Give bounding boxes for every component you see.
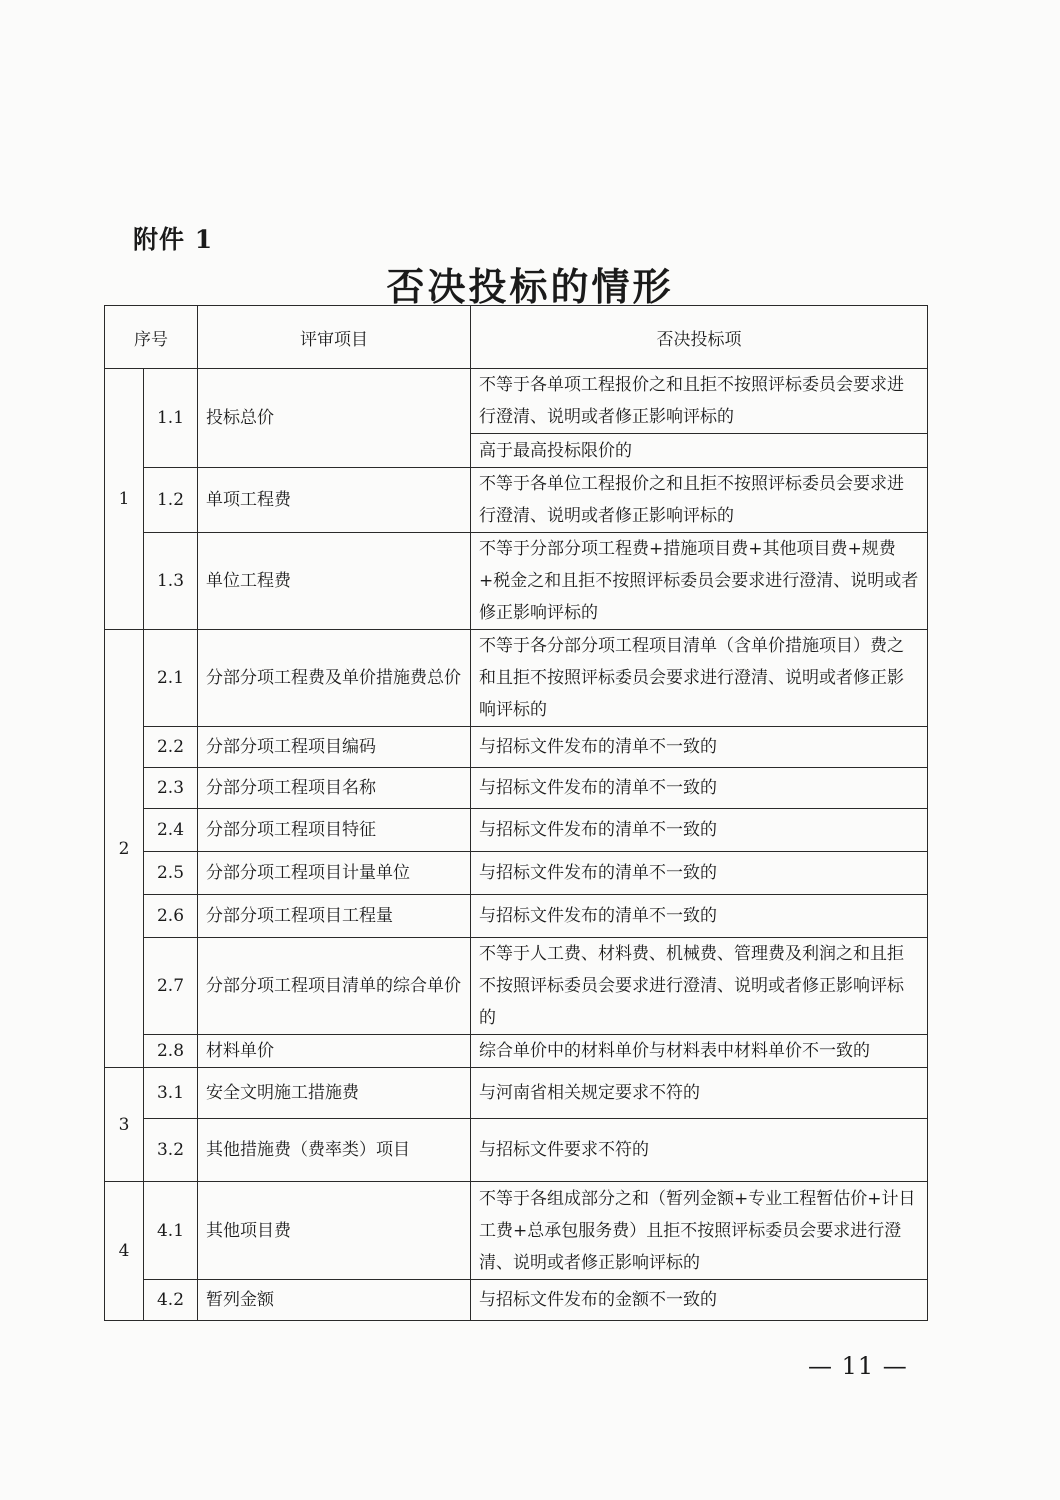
rejection-clause: 不等于各单项工程报价之和且拒不按照评标委员会要求进行澄清、说明或者修正影响评标的 — [471, 369, 928, 434]
rejection-clause: 不等于分部分项工程费+措施项目费+其他项目费+规费+税金之和且拒不按照评标委员会要求进行澄清、说明或者修正影响评标的 — [471, 533, 928, 630]
table-row — [105, 852, 928, 895]
review-item: 分部分项工程项目清单的综合单价 — [198, 938, 471, 1035]
sub-number: 1.3 — [144, 533, 198, 630]
sub-number: 2.4 — [144, 809, 198, 852]
sub-number: 2.5 — [144, 852, 198, 895]
table-row — [105, 630, 928, 727]
rejection-clause: 与招标文件发布的金额不一致的 — [471, 1280, 928, 1321]
sub-number: 1.1 — [144, 369, 198, 468]
group-number: 3 — [105, 1068, 144, 1182]
table-header-row — [105, 306, 928, 369]
review-item: 材料单价 — [198, 1035, 471, 1068]
sub-number: 1.2 — [144, 468, 198, 533]
rejection-clause: 不等于人工费、材料费、机械费、管理费及利润之和且拒不按照评标委员会要求进行澄清、说明或者修正影响评标的 — [471, 938, 928, 1035]
page-number: — 11 — — [808, 1352, 908, 1380]
sub-number: 2.3 — [144, 768, 198, 809]
sub-number: 4.2 — [144, 1280, 198, 1321]
rejection-criteria-table — [104, 305, 928, 1321]
review-item: 单项工程费 — [198, 468, 471, 533]
rejection-clause: 不等于各分部分项工程项目清单（含单价措施项目）费之和且拒不按照评标委员会要求进行澄清、说明或者修正影响评标的 — [471, 630, 928, 727]
review-item: 其他项目费 — [198, 1182, 471, 1280]
review-item: 分部分项工程项目特征 — [198, 809, 471, 852]
rejection-clause: 高于最高投标限价的 — [471, 434, 928, 468]
table-row — [105, 1035, 928, 1068]
review-item: 分部分项工程项目编码 — [198, 727, 471, 768]
document-title: 否决投标的情形 — [386, 264, 674, 309]
group-number: 1 — [105, 369, 144, 630]
table-row — [105, 1068, 928, 1119]
group-number: 2 — [105, 630, 144, 1068]
rejection-clause: 与招标文件发布的清单不一致的 — [471, 809, 928, 852]
table-row — [105, 895, 928, 938]
rejection-clause: 综合单价中的材料单价与材料表中材料单价不一致的 — [471, 1035, 928, 1068]
attachment-label: 附件 1 — [133, 225, 214, 254]
rejection-clause: 与招标文件要求不符的 — [471, 1119, 928, 1182]
table-row — [105, 1182, 928, 1280]
table-row — [105, 768, 928, 809]
sub-number: 2.1 — [144, 630, 198, 727]
review-item: 暂列金额 — [198, 1280, 471, 1321]
table-row — [105, 533, 928, 630]
sub-number: 3.2 — [144, 1119, 198, 1182]
rejection-clause: 与招标文件发布的清单不一致的 — [471, 727, 928, 768]
sub-number: 3.1 — [144, 1068, 198, 1119]
group-number: 4 — [105, 1182, 144, 1321]
table-row — [105, 938, 928, 1035]
review-item: 分部分项工程项目名称 — [198, 768, 471, 809]
rejection-clause: 与河南省相关规定要求不符的 — [471, 1068, 928, 1119]
review-item: 分部分项工程项目计量单位 — [198, 852, 471, 895]
table-row — [105, 809, 928, 852]
table-row — [105, 468, 928, 533]
sub-number: 4.1 — [144, 1182, 198, 1280]
rejection-clause: 不等于各组成部分之和（暂列金额+专业工程暂估价+计日工费+总承包服务费）且拒不按照评标委员会要求进行澄清、说明或者修正影响评标的 — [471, 1182, 928, 1280]
review-item: 投标总价 — [198, 369, 471, 468]
rejection-clause: 与招标文件发布的清单不一致的 — [471, 852, 928, 895]
table-row — [105, 1280, 928, 1321]
header-seq: 序号 — [105, 306, 198, 369]
review-item: 分部分项工程费及单价措施费总价 — [198, 630, 471, 727]
table-row — [105, 369, 928, 434]
sub-number: 2.2 — [144, 727, 198, 768]
sub-number: 2.6 — [144, 895, 198, 938]
sub-number: 2.8 — [144, 1035, 198, 1068]
review-item: 其他措施费（费率类）项目 — [198, 1119, 471, 1182]
table-row — [105, 727, 928, 768]
sub-number: 2.7 — [144, 938, 198, 1035]
header-clause: 否决投标项 — [471, 306, 928, 369]
rejection-clause: 不等于各单位工程报价之和且拒不按照评标委员会要求进行澄清、说明或者修正影响评标的 — [471, 468, 928, 533]
rejection-clause: 与招标文件发布的清单不一致的 — [471, 768, 928, 809]
table-row — [105, 1119, 928, 1182]
header-item: 评审项目 — [198, 306, 471, 369]
rejection-clause: 与招标文件发布的清单不一致的 — [471, 895, 928, 938]
review-item: 分部分项工程项目工程量 — [198, 895, 471, 938]
review-item: 安全文明施工措施费 — [198, 1068, 471, 1119]
review-item: 单位工程费 — [198, 533, 471, 630]
